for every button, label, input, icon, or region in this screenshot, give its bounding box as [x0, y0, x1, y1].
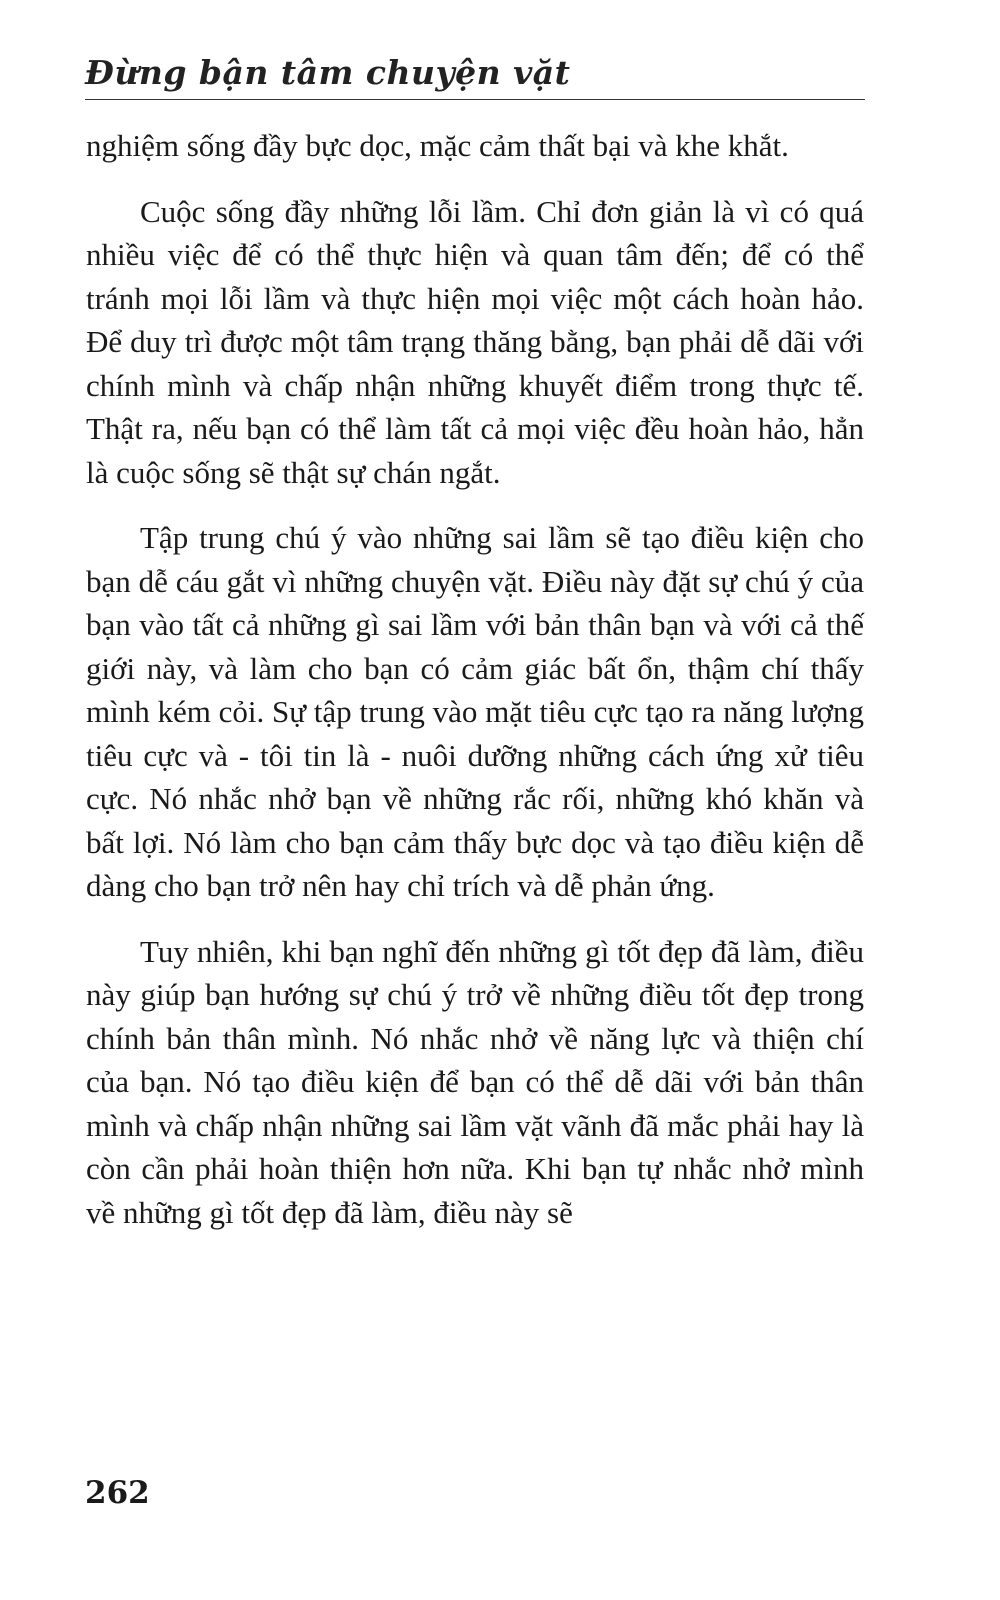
- paragraph-continued: nghiệm sống đầy bực dọc, mặc cảm thất bại và khe khắt.: [86, 128, 789, 163]
- running-header-title: Đừng bận tâm chuyện vặt: [85, 53, 571, 92]
- paragraph: Tuy nhiên, khi bạn nghĩ đến những gì tốt đẹp đã làm, điều này giúp bạn hướng sự chú ý trở về những điều tốt đẹp trong chính bản thân mình. Nó nhắc nhở về năng lực và thiện chí của bạn. Nó tạo điều kiện để bạn có thể dễ dãi với bản thân mình và chấp nhận những sai lầm vặt vãnh đã mắc phải hay là còn cần phải hoàn thiện hơn nữa. Khi bạn tự nhắc nhở mình về những gì tốt đẹp đã làm, điều này sẽ: [86, 933, 864, 1230]
- paragraph: Tập trung chú ý vào những sai lầm sẽ tạo điều kiện cho bạn dễ cáu gắt vì những chuyện vặt. Điều này đặt sự chú ý của bạn vào tất cả những gì sai lầm với bản thân bạn và với cả thế giới này, và làm cho bạn có cảm giác bất ổn, thậm chí thấy mình kém cỏi. Sự tập trung vào mặt tiêu cực tạo ra năng lượng tiêu cực và - tôi tin là - nuôi dưỡng những cách ứng xử tiêu cực. Nó nhắc nhở bạn về những rắc rối, những khó khăn và bất lợi. Nó làm cho bạn cảm thấy bực dọc và tạo điều kiện dễ dàng cho bạn trở nên hay chỉ trích và dễ phản ứng.: [86, 520, 864, 903]
- page-number: 262: [85, 1475, 150, 1511]
- body-text: [86, 124, 864, 1256]
- paragraph: Cuộc sống đầy những lỗi lầm. Chỉ đơn giản là vì có quá nhiều việc để có thể thực hiện và quan tâm đến; để có thể tránh mọi lỗi lầm và thực hiện mọi việc một cách hoàn hảo. Để duy trì được một tâm trạng thăng bằng, bạn phải dễ dãi với chính mình và chấp nhận những khuyết điểm trong thực tế. Thật ra, nếu bạn có thể làm tất cả mọi việc đều hoàn hảo, hẳn là cuộc sống sẽ thật sự chán ngắt.: [86, 193, 864, 490]
- header-divider: [85, 99, 865, 100]
